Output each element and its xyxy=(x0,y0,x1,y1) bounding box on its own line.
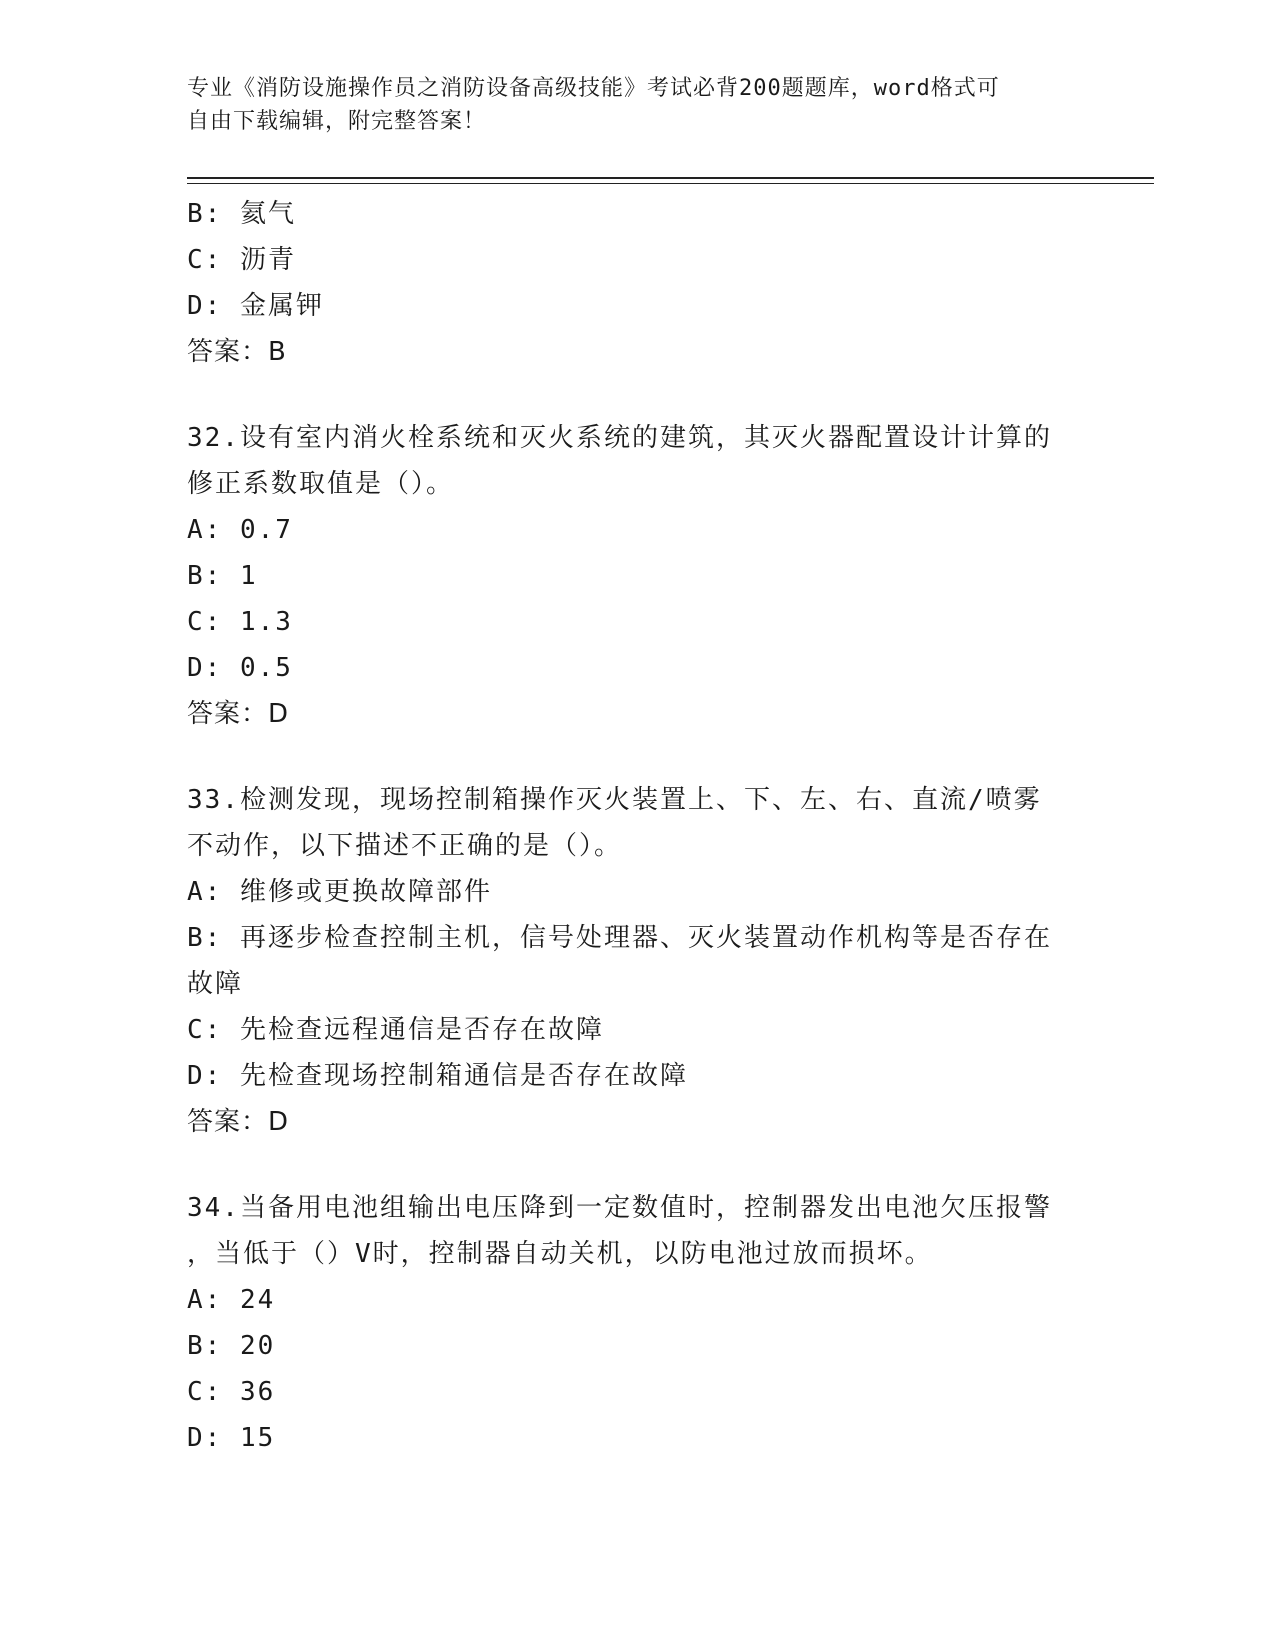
option-line: A: 0.7 xyxy=(187,515,293,545)
option-line: C: 沥青 xyxy=(187,245,296,275)
option-line: B: 氦气 xyxy=(187,199,296,229)
document-header xyxy=(187,72,1067,138)
answer-line: 答案：B xyxy=(187,337,287,367)
option-line: C: 36 xyxy=(187,1377,276,1407)
question-stem-line: 33.检测发现，现场控制箱操作灭火装置上、下、左、右、直流/喷雾 xyxy=(187,785,1042,815)
header-line-2: 自由下载编辑，附完整答案！ xyxy=(187,109,487,134)
question-stem-line: ，当低于（）V时，控制器自动关机，以防电池过放而损坏。 xyxy=(187,1239,933,1269)
header-line-1: 专业《消防设施操作员之消防设备高级技能》考试必背200题题库，word格式可 xyxy=(187,76,1000,101)
option-line: A: 24 xyxy=(187,1285,276,1315)
question-stem-line: 32.设有室内消火栓系统和灭火系统的建筑，其灭火器配置设计计算的 xyxy=(187,423,1052,453)
option-line: D: 先检查现场控制箱通信是否存在故障 xyxy=(187,1061,688,1091)
option-line: D: 0.5 xyxy=(187,653,293,683)
question-gap xyxy=(187,375,1087,415)
option-line: B: 20 xyxy=(187,1331,276,1361)
header-divider-thick xyxy=(187,177,1154,179)
option-line: C: 先检查远程通信是否存在故障 xyxy=(187,1015,604,1045)
option-line: B: 再逐步检查控制主机，信号处理器、灭火装置动作机构等是否存在 xyxy=(187,923,1052,953)
answer-line: 答案：D xyxy=(187,699,290,729)
question-gap xyxy=(187,737,1087,777)
question-gap xyxy=(187,1145,1087,1185)
option-line: D: 15 xyxy=(187,1423,276,1453)
question-34 xyxy=(187,1185,1087,1461)
answer-line: 答案：D xyxy=(187,1107,290,1137)
option-line: D: 金属钾 xyxy=(187,291,324,321)
option-line: C: 1.3 xyxy=(187,607,293,637)
option-line: 故障 xyxy=(187,969,244,999)
question-stem-line: 34.当备用电池组输出电压降到一定数值时，控制器发出电池欠压报警 xyxy=(187,1193,1052,1223)
question-stem-line: 不动作，以下描述不正确的是（）。 xyxy=(187,831,623,861)
previous-question-tail xyxy=(187,191,1087,375)
question-32 xyxy=(187,415,1087,737)
question-content xyxy=(187,191,1087,1461)
option-line: A: 维修或更换故障部件 xyxy=(187,877,492,907)
question-stem-line: 修正系数取值是（）。 xyxy=(187,469,455,499)
question-33 xyxy=(187,777,1087,1145)
header-divider-thin xyxy=(187,183,1154,184)
option-line: B: 1 xyxy=(187,561,258,591)
